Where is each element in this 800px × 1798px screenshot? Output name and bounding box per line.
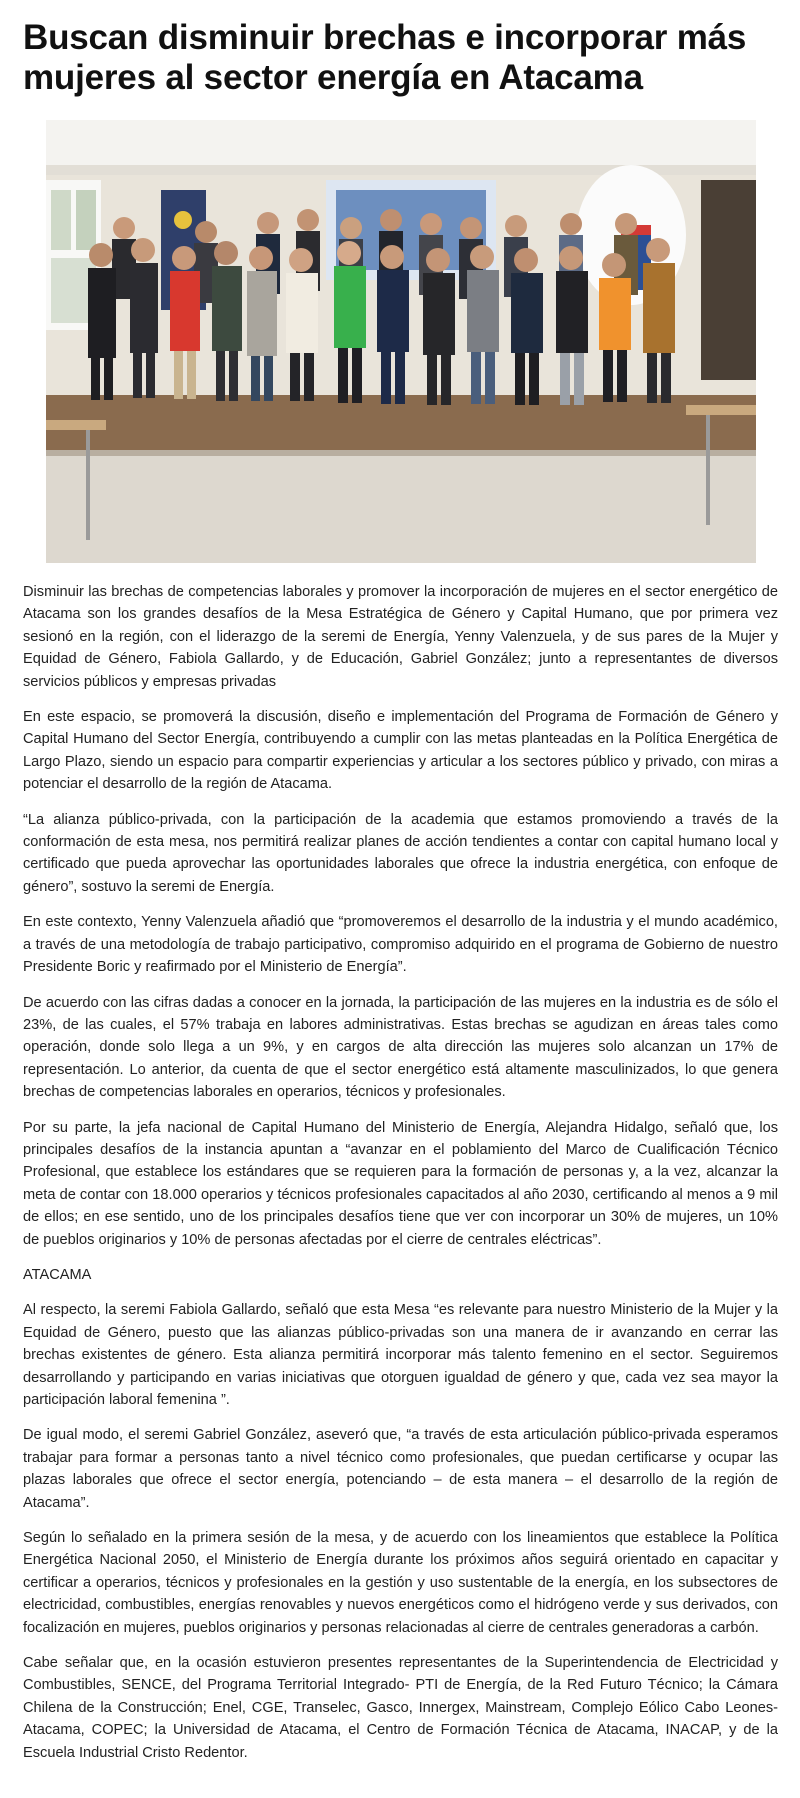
article-paragraph: En este contexto, Yenny Valenzuela añadió que “promoveremos el desarrollo de la industria y el mundo académico, a través de una metodología de trabajo participativo, compromiso adquirido en el programa de Gobierno de nuestro Presidente Boric y reafirmado por el Ministerio de Energía”.: [23, 914, 778, 976]
article-paragraph: Disminuir las brechas de competencias laborales y promover la incorporación de mujeres en el sector energético de Atacama son los grandes desafíos de la Mesa Estratégica de Género y Capital Humano, que por primera vez sesionó en la región, con el liderazgo de la seremi de Energía, Yenny Valenzuela, y de sus pares de la Mujer y Equidad de Género, Fabiola Gallardo, y de Educación, Gabriel González; junto a representantes de diversos servicios públicos y empresas privadas: [23, 584, 778, 690]
photo-table-left: [46, 420, 106, 430]
article-paragraph: “La alianza público-privada, con la participación de la academia que estamos promoviendo a través de la conformación de esta mesa, nos permitirá realizar planes de acción tendientes a contar con capital humano local y certificado que pueda aprovechar las oportunidades laborales que ofrece la industria energética, con enfoque de género”, sostuvo la seremi de Energía.: [23, 811, 778, 895]
article-paragraph: Cabe señalar que, en la ocasión estuvieron presentes representantes de la Superintendencia de Electricidad y Combustibles, SENCE, del Programa Territorial Integrado- PTI de Energía, de la Red Futuro Técnico; la Cámara Chilena de la Construcción; Enel, CGE, Transelec, Gasco, Innergex, Mainstream, Complejo Eólico Cabo Leones-Atacama, COPEC; la Universidad de Atacama, el Centro de Formación Técnica de Atacama, INACAP, y de la Escuela Industrial Cristo Redentor.: [23, 1655, 778, 1761]
article-paragraph: En este espacio, se promoverá la discusión, diseño e implementación del Programa de Formación de Género y Capital Humano del Sector Energía, contribuyendo a cumplir con las metas planteadas en la Política Energética de Largo Plazo, siendo un espacio para compartir experiencias y articular a los sectores público y privado, con miras a potenciar el desarrollo de la región de Atacama.: [23, 709, 778, 793]
article-section-heading: ATACAMA: [23, 1266, 92, 1283]
article-paragraph: De igual modo, el seremi Gabriel González, aseveró que, “a través de esta articulación público-privada esperamos trabajar para formar a personas tanto a nivel técnico como profesionales, que puedan certificarse y ocupar las plazas laborales que ofrece el sector energía, potenciando – de esta manera – el desarrollo de la región de Atacama”.: [23, 1427, 778, 1511]
article-paragraph: Al respecto, la seremi Fabiola Gallardo, señaló que esta Mesa “es relevante para nuestro Ministerio de la Mujer y la Equidad de Género, puesto que las alianzas público-privadas son una manera de ir avanzando en cerrar las brechas existentes de género. Esta alianza permitirá incorporar más talento femenino en el sector. Seguiremos desarrollando y participando en varias iniciativas que otorguen igualdad de género y que, cada vez sea mayor la participación laboral femenina ”.: [23, 1302, 778, 1408]
group-photo: [46, 120, 756, 563]
article-paragraph: Según lo señalado en la primera sesión de la mesa, y de acuerdo con los lineamientos que establece la Política Energética Nacional 2050, el Ministerio de Energía durante los próximos años seguirá orientado en capacitar y certificar a operarios, técnicos y profesionales en la gestión y uso sustentable de la energía, en los subsectores de electricidad, combustibles, energías renovables y nuevos energéticos como el hidrógeno verde y sus derivados, con focalización en mujeres, pueblos originarios y personas relacionadas al cierre de centrales generadoras a carbón.: [23, 1530, 778, 1636]
article-paragraph: Por su parte, la jefa nacional de Capital Humano del Ministerio de Energía, Alejandra Hidalgo, señaló que, los principales desafíos de la instancia apuntan a “avanzar en el poblamiento del Marco de Cualificación Técnico Profesional, que establece los estándares que se requieren para la formación de personas y, a la vez, alcanzar la meta de contar con 18.000 operarios y técnicos profesionales capacitados al año 2030, certificando al menos a 9 mil de ellos; en ese sentido, uno de los principales desafíos tiene que ver con incorporar un 30% de mujeres, un 10% de pueblos originarios y 10% de personas afectadas por el cierre de centrales eléctricas”.: [23, 1119, 778, 1248]
article-paragraph: De acuerdo con las cifras dadas a conocer en la jornada, la participación de las mujeres en la industria es de sólo el 23%, de las cuales, el 57% trabaja en labores administrativas. Estas brechas se agudizan en áreas tales como operación, donde solo llega a un 9%, y en cargos de alta dirección las mujeres solo alcanzan un 17% de representación. Lo anterior, da cuenta de que el sector energético está altamente masculinizados, lo que genera brechas de competencias laborales en operarios, técnicos y profesionales.: [23, 994, 778, 1101]
photo-table-right: [686, 405, 756, 415]
article-body: [23, 581, 778, 1764]
article-title: Buscan disminuir brechas e incorporar más mujeres al sector energía en Atacama: [23, 18, 747, 97]
